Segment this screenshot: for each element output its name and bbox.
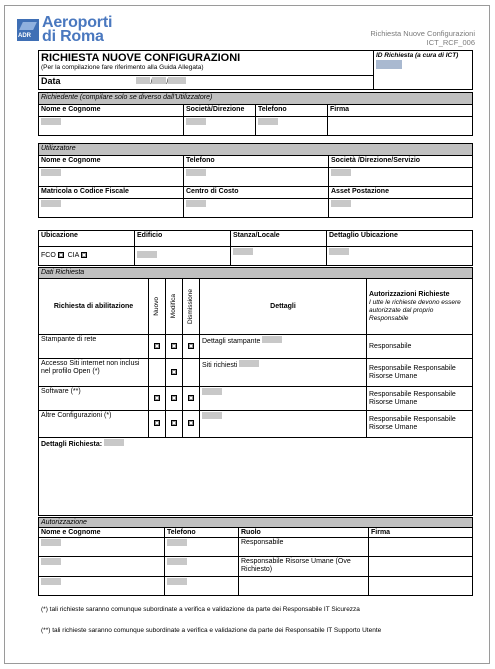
authorization-section-title: Autorizzazione: [39, 518, 473, 528]
request-table: Dati Richiesta Richiesta di abilitazione Nuovo Modifica Dismissione Dettagli Autorizzazioni Richieste I utte le richieste devono essere autorizzate dal proprio Responsabile Stampante di rete Dettagli stampante Responsabile Accesso Siti internet non inclusi nel profilo Open (*) Siti richiesti Responsabile Responsabile Risorse Umane Software (**) Responsabile Responsabile Risorse Umane Altre Configurazioni (*) Responsabile Responsabile Risorse Umane Dettagli Richiesta:: [38, 267, 473, 516]
adr-logo: [17, 16, 112, 44]
table-row: Responsabile Risorse Umane (Ove Richiesto): [39, 557, 473, 577]
adr-logo-mark: ADR: [17, 19, 39, 41]
requester-section-title: Richiedente (compilare solo se diverso dall'Utilizzatore): [39, 93, 473, 105]
user-serial-field[interactable]: [39, 199, 184, 218]
user-cost-center-field[interactable]: [184, 199, 329, 218]
location-table: Ubicazione Edificio Stanza/Locale Dettaglio Ubicazione FCO CIA: [38, 230, 473, 266]
requester-table: Richiedente (compilare solo se diverso dall'Utilizzatore) Nome e Cognome Società/Direzione Telefono Firma: [38, 92, 473, 136]
other-details-field[interactable]: [200, 411, 367, 438]
location-detail-field[interactable]: [327, 247, 473, 266]
location-options: FCO CIA: [39, 247, 135, 266]
other-remove-checkbox[interactable]: [188, 420, 194, 426]
request-details-field[interactable]: Dettagli Richiesta:: [39, 438, 473, 516]
other-new-checkbox[interactable]: [154, 420, 160, 426]
auth-signature-field[interactable]: [369, 577, 473, 596]
auth-name-field[interactable]: [39, 538, 165, 557]
printer-details-field[interactable]: Dettagli stampante: [200, 335, 367, 359]
request-id-field[interactable]: [376, 60, 402, 69]
request-id-cell: ID Richiesta (a cura di ICT): [374, 51, 473, 90]
authorization-table: Autorizzazione Nome e Cognome Telefono Ruolo Firma Responsabile Responsabile Risorse Umane (Ove Richiesto): [38, 517, 473, 596]
cia-checkbox[interactable]: [81, 252, 87, 258]
auth-column-header: Autorizzazioni Richieste I utte le richieste devono essere autorizzate dal proprio Responsabile: [367, 279, 473, 335]
form-subtitle: (Per la compilazione fare riferimento alla Guida Allegata): [41, 64, 204, 71]
user-company-field[interactable]: [329, 168, 473, 187]
requester-name-field[interactable]: [39, 117, 184, 136]
software-new-checkbox[interactable]: [154, 395, 160, 401]
request-section-title: Dati Richiesta: [39, 268, 473, 279]
user-section-title: Utilizzatore: [39, 144, 473, 156]
requester-signature-field[interactable]: [328, 117, 473, 136]
form-title-cell: [39, 51, 374, 76]
footnote-security: (*) tali richieste saranno comunque subordinate a verifica e validazione da parte dei Responsabile IT Sicurezza: [41, 606, 360, 613]
table-row: Altre Configurazioni (*) Responsabile Responsabile Risorse Umane: [39, 411, 473, 438]
printer-remove-checkbox[interactable]: [188, 343, 194, 349]
footnote-support: (**) tali richieste saranno comunque subordinate a verifica e validazione da parte dei Responsabile IT Supporto Utente: [41, 627, 382, 634]
auth-name-field[interactable]: [39, 557, 165, 577]
auth-phone-field[interactable]: [165, 577, 239, 596]
auth-signature-field[interactable]: [369, 538, 473, 557]
software-details-field[interactable]: [200, 387, 367, 411]
document-code: ICT_RCF_006: [426, 38, 475, 47]
auth-phone-field[interactable]: [165, 538, 239, 557]
date-field[interactable]: [136, 79, 186, 86]
user-phone-field[interactable]: [184, 168, 329, 187]
table-row: Stampante di rete Dettagli stampante Responsabile: [39, 335, 473, 359]
fco-checkbox[interactable]: [58, 252, 64, 258]
building-field[interactable]: [135, 247, 231, 266]
internet-details-field[interactable]: Siti richiesti: [200, 359, 367, 387]
form-title: RICHIESTA NUOVE CONFIGURAZIONI: [41, 52, 241, 64]
requester-company-field[interactable]: [184, 117, 256, 136]
printer-new-checkbox[interactable]: [154, 343, 160, 349]
date-cell: Data: [39, 76, 374, 90]
form-page: [4, 5, 490, 664]
user-table: Utilizzatore Nome e Cognome Telefono Società /Direzione/Servizio Matricola o Codice Fiscale Centro di Costo Asset Postazione: [38, 143, 473, 218]
auth-phone-field[interactable]: [165, 557, 239, 577]
printer-edit-checkbox[interactable]: [171, 343, 177, 349]
auth-signature-field[interactable]: [369, 557, 473, 577]
table-row: Accesso Siti internet non inclusi nel profilo Open (*) Siti richiesti Responsabile Responsabile Risorse Umane: [39, 359, 473, 387]
document-title: Richiesta Nuove Configurazioni: [370, 29, 475, 38]
room-field[interactable]: [231, 247, 327, 266]
user-asset-field[interactable]: [329, 199, 473, 218]
document-header: [370, 29, 475, 47]
table-row: [39, 577, 473, 596]
auth-name-field[interactable]: [39, 577, 165, 596]
other-edit-checkbox[interactable]: [171, 420, 177, 426]
table-row: Software (**) Responsabile Responsabile Risorse Umane: [39, 387, 473, 411]
software-edit-checkbox[interactable]: [171, 395, 177, 401]
adr-logo-text: Aeroporti di Roma: [42, 14, 113, 45]
user-name-field[interactable]: [39, 168, 184, 187]
requester-phone-field[interactable]: [256, 117, 328, 136]
form-header-table: [38, 50, 473, 90]
table-row: Responsabile: [39, 538, 473, 557]
internet-edit-checkbox[interactable]: [171, 369, 177, 375]
software-remove-checkbox[interactable]: [188, 395, 194, 401]
